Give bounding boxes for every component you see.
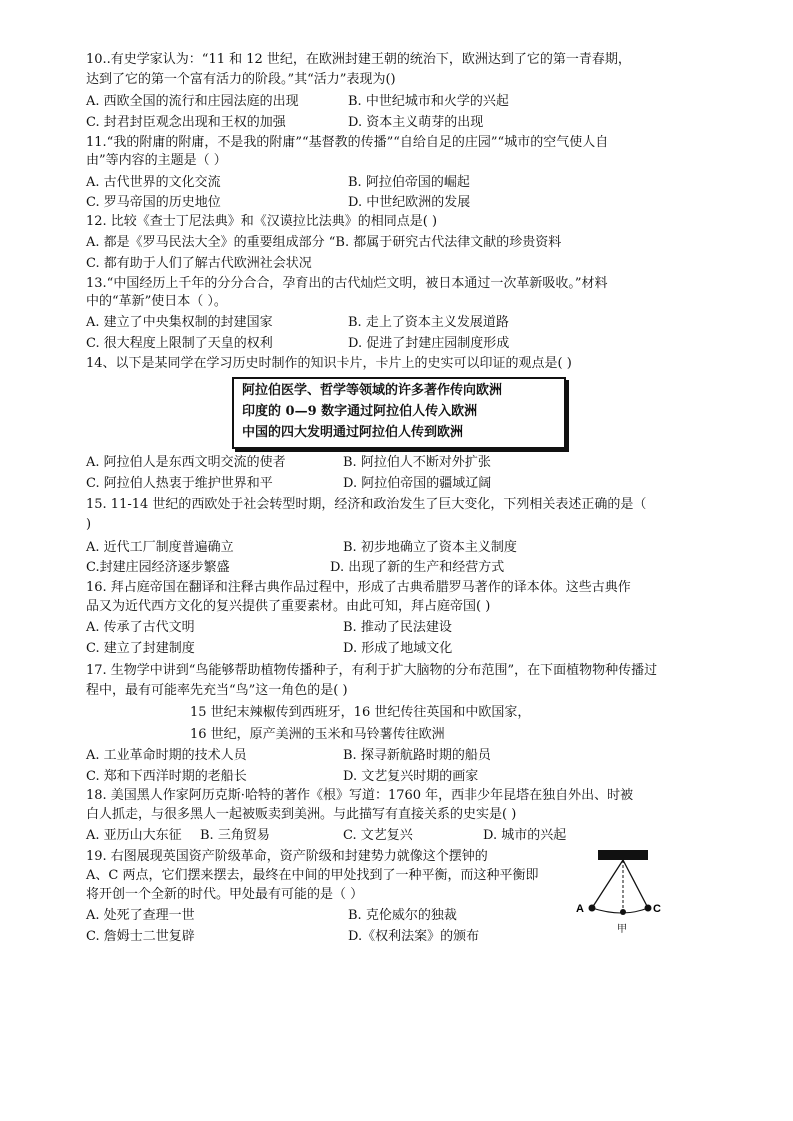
q13-stem-1: 13.“中国经历上千年的分分合合，孕育出的古代灿烂文明，被日本通过一次革新吸收。”材料: [86, 276, 608, 291]
q10-option-c: C. 封君封臣观念出现和王权的加强: [86, 115, 286, 130]
pendulum-bob-a: [589, 905, 596, 912]
q16-option-d: D. 形成了地域文化: [343, 641, 453, 656]
q16-option-b: B. 推动了民法建设: [343, 620, 452, 635]
q19-option-c: C. 詹姆士二世复辟: [86, 929, 195, 944]
q10-option-a: A. 西欧全国的流行和庄园法庭的出现: [86, 94, 299, 109]
pendulum-mount: [598, 850, 648, 860]
q19-stem-1: 19. 右图展现英国资产阶级革命，资产阶级和封建势力就像这个摆钟的: [86, 849, 488, 864]
q15-stem-1: 15. 11-14 世纪的西欧处于社会转型时期，经济和政治发生了巨大变化，下列相关表述正确的是（: [86, 497, 647, 512]
q19-option-d: D.《权利法案》的颁布: [348, 929, 480, 944]
q10-stem-2: 达到了它的第一个富有活力的阶段。”其“活力”表现为(): [86, 72, 396, 87]
q15-option-b: B. 初步地确立了资本主义制度: [343, 540, 517, 555]
q14-stem-1: 14、以下是某同学在学习历史时制作的知识卡片，卡片上的史实可以印证的观点是( ): [86, 356, 572, 371]
q13-option-d: D. 促进了封建庄园制度形成: [348, 336, 510, 351]
q18-option-a: A. 亚历山大东征: [86, 828, 182, 843]
q10-stem-1: 10..有史学家认为：“11 和 12 世纪，在欧洲封建王朝的统治下，欧洲达到了它的第一青春期，: [86, 52, 631, 67]
q11-stem-1: 11.“我的附庸的附庸，不是我的附庸”“基督教的传播”“自给自足的庄园”“城市的空气使人自: [86, 135, 609, 150]
q12-stem-1: 12. 比较《查士丁尼法典》和《汉谟拉比法典》的相同点是( ): [86, 214, 438, 229]
q15-stem-2: ): [86, 517, 92, 532]
q17-option-b: B. 探寻新航路时期的船员: [343, 748, 491, 763]
q19-option-b: B. 克伦威尔的独裁: [348, 908, 457, 923]
q17-material-1: 15 世纪末辣椒传到西班牙，16 世纪传往英国和中欧国家，: [190, 705, 531, 720]
q17-stem-2: 程中，最有可能率先充当“鸟”这一角色的是( ): [86, 683, 348, 698]
q17-option-a: A. 工业革命时期的技术人员: [86, 748, 247, 763]
q15-option-d: D. 出现了新的生产和经营方式: [330, 560, 505, 575]
q17-stem-1: 17. 生物学中讲到“鸟能够帮助植物传播种子，有利于扩大脑物的分布范围”，在下面植物物种传播过: [86, 663, 658, 678]
q14-option-a: A. 阿拉伯人是东西文明交流的使者: [86, 455, 286, 470]
q10-option-d: D. 资本主义萌芽的出现: [348, 115, 484, 130]
q14-option-d: D. 阿拉伯帝国的疆域辽阔: [343, 476, 492, 491]
pendulum-rod-left: [592, 860, 623, 908]
q19-stem-2: A、C 两点，它们摆来摆去，最终在中间的甲处找到了一种平衡，而这种平衡即: [86, 868, 539, 883]
card-line-2: 印度的 0—9 数字通过阿拉伯人传入欧洲: [242, 404, 478, 419]
q11-option-d: D. 中世纪欧洲的发展: [348, 195, 471, 210]
q18-stem-1: 18. 美国黑人作家阿历克斯·哈特的著作《根》写道：1760 年，西非少年昆塔在独自外出、时被: [86, 788, 634, 803]
q11-stem-2: 由”等内容的主题是（ ）: [86, 153, 227, 168]
q10-option-b: B. 中世纪城市和火学的兴起: [348, 94, 509, 109]
pendulum-label-jia: 甲: [617, 924, 627, 935]
pendulum-arc: [592, 908, 648, 913]
card-line-3: 中国的四大发明通过阿拉伯人传到欧洲: [242, 425, 464, 440]
q11-option-b: B. 阿拉伯帝国的崛起: [348, 175, 470, 190]
q18-option-c: C. 文艺复兴: [343, 828, 413, 843]
q17-option-c: C. 郑和下西洋时期的老船长: [86, 769, 247, 784]
pendulum-label-a: A: [576, 903, 584, 915]
q18-option-d: D. 城市的兴起: [483, 828, 567, 843]
q16-stem-1: 16. 拜占庭帝国在翻译和注释古典作品过程中，形成了古典希腊罗马著作的译本体。这些古典作: [86, 580, 631, 595]
q13-option-c: C. 很大程度上限制了天皇的权利: [86, 336, 273, 351]
q13-stem-2: 中的“革新”使日本（ ）。: [86, 294, 227, 309]
q15-option-a: A. 近代工厂制度普遍确立: [86, 540, 234, 555]
q18-stem-2: 白人抓走，与很多黑人一起被贩卖到美洲。与此描写有直接关系的史实是( ): [86, 807, 517, 822]
q12-option-c: C. 都有助于人们了解古代欧洲社会状况: [86, 256, 312, 271]
q14-option-c: C. 阿拉伯人热衷于维护世界和平: [86, 476, 273, 491]
card-line-1: 阿拉伯医学、哲学等领域的许多著作传向欧洲: [242, 383, 503, 398]
q15-option-c: C.封建庄园经济逐步繁盛: [86, 560, 230, 575]
pendulum-figure: [572, 848, 672, 936]
q14-option-b: B. 阿拉伯人不断对外扩张: [343, 455, 491, 470]
q13-option-a: A. 建立了中央集权制的封建国家: [86, 315, 273, 330]
pendulum-rod-right: [623, 860, 648, 908]
q17-option-d: D. 文艺复兴时期的画家: [343, 769, 479, 784]
q16-stem-2: 品又为近代西方文化的复兴提供了重要素材。由此可知，拜占庭帝国( ): [86, 599, 491, 614]
q16-option-a: A. 传承了古代文明: [86, 620, 195, 635]
pendulum-bob-center: [620, 909, 626, 915]
pendulum-label-c: C: [653, 903, 661, 915]
q11-option-c: C. 罗马帝国的历史地位: [86, 195, 221, 210]
q19-stem-3: 将开创一个全新的时代。甲处最有可能的是（ ）: [86, 887, 364, 902]
q12-option-a: A. 都是《罗马民法大全》的重要组成部分 “B. 都属于研究古代法律文献的珍贵资料: [86, 235, 562, 250]
q19-option-a: A. 处死了查理一世: [86, 908, 195, 923]
q16-option-c: C. 建立了封建制度: [86, 641, 195, 656]
q17-material-2: 16 世纪，原产美洲的玉米和马铃薯传往欧洲: [190, 727, 445, 742]
q18-option-b: B. 三角贸易: [200, 828, 270, 843]
q11-option-a: A. 古代世界的文化交流: [86, 175, 221, 190]
pendulum-bob-c: [645, 905, 652, 912]
knowledge-card: [232, 377, 566, 449]
q13-option-b: B. 走上了资本主义发展道路: [348, 315, 509, 330]
